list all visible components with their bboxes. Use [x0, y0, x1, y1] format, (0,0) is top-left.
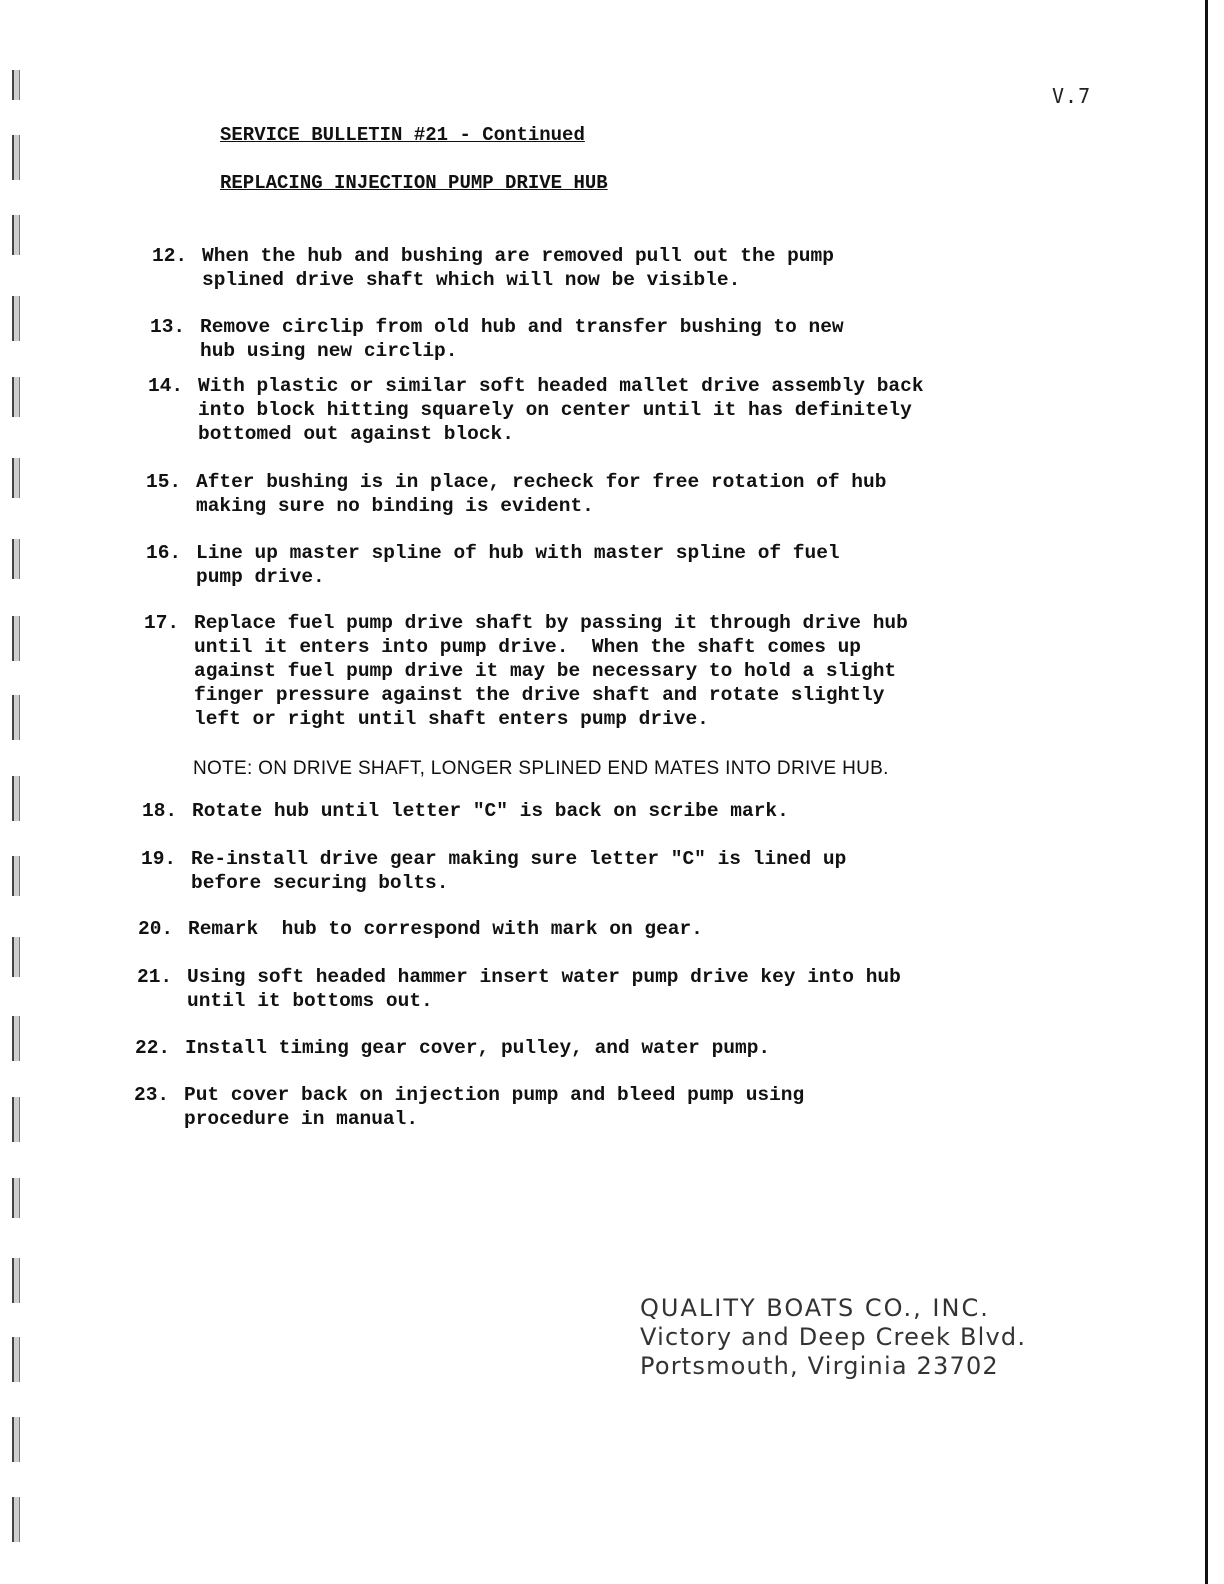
step-number: 12.: [152, 245, 188, 267]
step-text: With plastic or similar soft headed mallet drive assembly back into block hitting squarely on center until it has definitely bottomed out against block.: [198, 375, 924, 445]
step-21: [137, 965, 901, 1013]
page-number: V.7: [1052, 84, 1092, 108]
step-22: [135, 1036, 770, 1060]
step-number: 16.: [146, 542, 182, 564]
step-19: [141, 847, 846, 895]
punch-mark: [12, 377, 20, 417]
punch-mark: [12, 695, 20, 740]
step-text: Re-install drive gear making sure letter "C" is lined up before securing bolts.: [191, 848, 847, 894]
punch-mark: [12, 856, 20, 896]
step-text: After bushing is in place, recheck for free rotation of hub making sure no binding is evident.: [196, 471, 887, 517]
step-text: Remark hub to correspond with mark on gear.: [188, 918, 703, 940]
step-text: When the hub and bushing are removed pull out the pump splined drive shaft which will now be visible.: [202, 245, 834, 291]
bulletin-title: SERVICE BULLETIN #21 - Continued: [220, 124, 585, 146]
punch-mark: [12, 1337, 20, 1382]
company-address-block: [640, 1294, 1026, 1381]
punch-mark: [12, 776, 20, 821]
punch-mark: [12, 458, 20, 498]
punch-mark: [12, 296, 20, 341]
step-14: [148, 374, 924, 446]
step-16: [146, 541, 840, 589]
step-number: 14.: [148, 375, 184, 397]
punch-mark: [12, 1417, 20, 1462]
step-number: 19.: [141, 848, 177, 870]
step-13: [150, 315, 844, 363]
punch-mark: [12, 1178, 20, 1218]
step-number: 15.: [146, 471, 182, 493]
page-edge: [1205, 0, 1208, 1584]
step-number: 18.: [142, 800, 178, 822]
step-18: [142, 799, 789, 823]
step-text: Remove circlip from old hub and transfer bushing to new hub using new circlip.: [200, 316, 844, 362]
step-number: 17.: [144, 612, 180, 634]
punch-mark: [12, 539, 20, 579]
punch-mark: [12, 70, 20, 100]
punch-mark: [12, 135, 20, 180]
binder-punch-marks: [0, 0, 30, 1584]
step-17: [144, 611, 908, 731]
step-number: 21.: [137, 966, 173, 988]
step-text: Rotate hub until letter "C" is back on scribe mark.: [192, 800, 789, 822]
step-20: [138, 917, 703, 941]
step-text: Replace fuel pump drive shaft by passing it through drive hub until it enters into pump drive. When the shaft comes up against fuel pump drive it may be necessary to hold a slight finger pressure against the drive shaft and rotate slightly left or right until shaft enters pump drive.: [194, 612, 908, 730]
punch-mark: [12, 937, 20, 977]
address-line: Victory and Deep Creek Blvd.: [640, 1323, 1027, 1351]
punch-mark: [12, 1097, 20, 1142]
punch-mark: [12, 1016, 20, 1061]
step-text: Install timing gear cover, pulley, and water pump.: [185, 1037, 771, 1059]
punch-mark: [12, 1258, 20, 1303]
step-number: 22.: [135, 1037, 171, 1059]
step-text: Put cover back on injection pump and bleed pump using procedure in manual.: [184, 1084, 805, 1130]
punch-mark: [12, 1497, 20, 1542]
step-number: 23.: [134, 1084, 170, 1106]
step-text: Using soft headed hammer insert water pump drive key into hub until it bottoms out.: [187, 966, 901, 1012]
bulletin-subtitle: REPLACING INJECTION PUMP DRIVE HUB: [220, 172, 608, 194]
address-line: Portsmouth, Virginia 23702: [640, 1352, 999, 1380]
punch-mark: [12, 215, 20, 255]
step-23: [134, 1083, 804, 1131]
step-15: [146, 470, 886, 518]
step-number: 20.: [138, 918, 174, 940]
note-text: NOTE: ON DRIVE SHAFT, LONGER SPLINED END MATES INTO DRIVE HUB.: [193, 758, 889, 779]
step-number: 13.: [150, 316, 186, 338]
punch-mark: [12, 616, 20, 661]
step-text: Line up master spline of hub with master spline of fuel pump drive.: [196, 542, 840, 588]
step-12: [152, 244, 834, 292]
company-name: QUALITY BOATS CO., INC.: [640, 1294, 990, 1322]
